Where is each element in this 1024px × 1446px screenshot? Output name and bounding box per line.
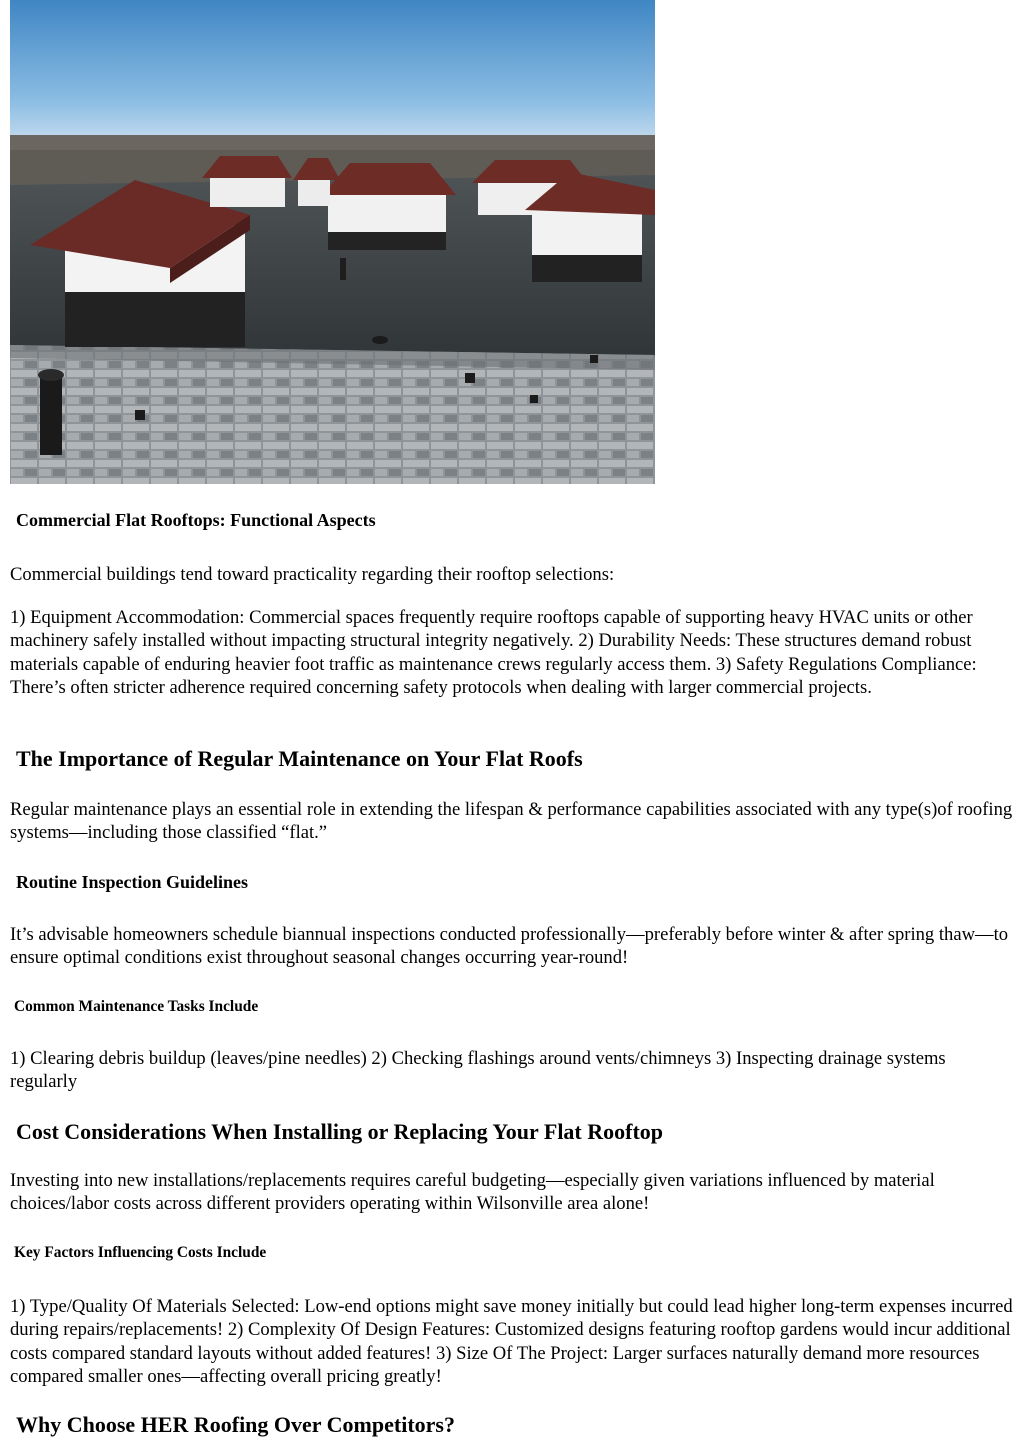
section-heading: The Importance of Regular Maintenance on Your Flat Roofs (16, 746, 583, 771)
section-heading: Why Choose HER Roofing Over Competitors? (16, 1412, 455, 1437)
paragraph: Regular maintenance plays an essential role in extending the lifespan & performance capabilities associated with any type(s)of roofing systems—including those classified “flat.” (10, 799, 1013, 844)
paragraph: It’s advisable homeowners schedule biannual inspections conducted professionally—preferably before winter & after spring thaw—to ensure optimal conditions exist throughout seasonal changes occurring year-round! (10, 924, 1009, 969)
section-heading: Key Factors Influencing Costs Include (14, 1244, 267, 1261)
paragraph: Investing into new installations/replacements requires careful budgeting—especially given variations influenced by material choices/labor costs across different providers operating within Wilsonville area alone! (10, 1170, 935, 1215)
paragraph: 1) Equipment Accommodation: Commercial spaces frequently require rooftops capable of supporting heavy HVAC units or other machinery safely installed without impacting structural integrity negatively. 2) Durability Needs: These structures demand robust materials capable of enduring heavier foot traffic as maintenance crews regularly access them. 3) Safety Regulations Compliance: There’s often stricter adherence required concerning safety protocols when dealing with larger commercial projects. (10, 607, 977, 699)
rooftop-photo (10, 0, 655, 484)
section-heading: Commercial Flat Rooftops: Functional Aspects (16, 510, 376, 530)
paragraph: 1) Type/Quality Of Materials Selected: Low-end options might save money initially but could lead higher long-term expenses incurred during repairs/replacements! 2) Complexity Of Design Features: Customized designs featuring rooftop gardens would incur additional costs compared standard layouts without added features! 3) Size Of The Project: Larger surfaces naturally demand more resources compared smaller ones—affecting overall pricing greatly! (10, 1296, 1013, 1388)
paragraph: 1) Clearing debris buildup (leaves/pine needles) 2) Checking flashings around vents/chimneys 3) Inspecting drainage systems regularly (10, 1048, 946, 1093)
section-heading: Routine Inspection Guidelines (16, 872, 249, 892)
section-heading: Common Maintenance Tasks Include (14, 998, 259, 1015)
paragraph: Commercial buildings tend toward practicality regarding their rooftop selections: (10, 564, 615, 585)
section-heading: Cost Considerations When Installing or Replacing Your Flat Rooftop (16, 1119, 664, 1144)
